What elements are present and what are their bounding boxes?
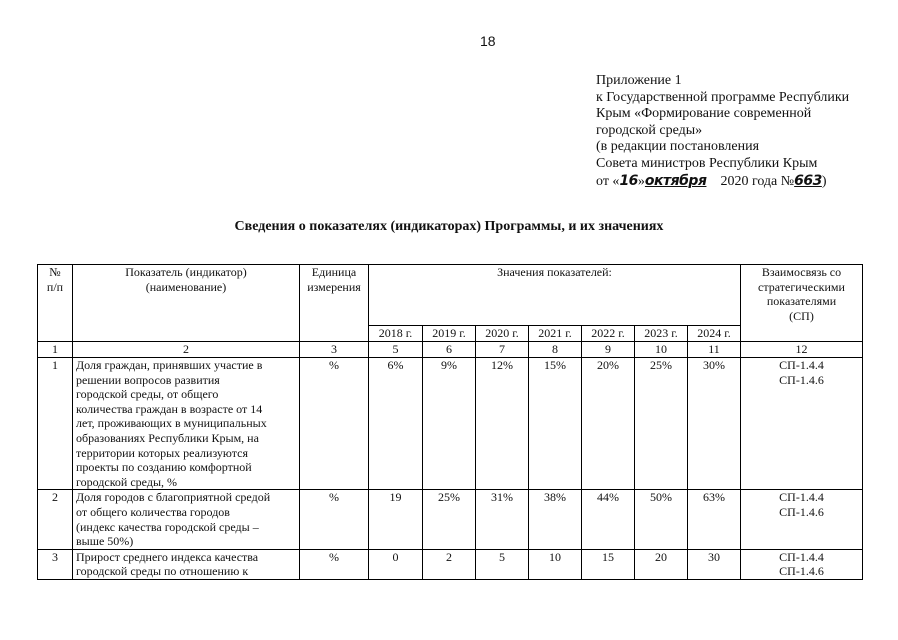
date-year: 2020 года № xyxy=(720,173,795,189)
col-number: 9 xyxy=(582,342,635,358)
col-number: 1 xyxy=(38,342,73,358)
row-value: 30 xyxy=(688,549,741,579)
row-value: 12% xyxy=(476,358,529,490)
row-links: СП-1.4.4 СП-1.4.6 xyxy=(741,549,863,579)
row-indicator: Прирост среднего индекса качества городской среды по отношению к xyxy=(73,549,300,579)
row-value: 20 xyxy=(635,549,688,579)
appendix-line: к Государственной программе Республики xyxy=(596,89,850,105)
year-header: 2020 г. xyxy=(476,326,529,342)
row-value: 6% xyxy=(369,358,423,490)
page-number: 18 xyxy=(480,33,496,49)
col-number: 11 xyxy=(688,342,741,358)
year-header: 2021 г. xyxy=(529,326,582,342)
year-header: 2022 г. xyxy=(582,326,635,342)
row-value: 25% xyxy=(423,490,476,549)
row-value: 25% xyxy=(635,358,688,490)
header-values: Значения показателей: xyxy=(369,265,741,326)
appendix-line: Крым «Формирование современной xyxy=(596,106,812,122)
row-value: 10 xyxy=(529,549,582,579)
year-header: 2023 г. xyxy=(635,326,688,342)
appendix-block xyxy=(596,73,849,189)
col-number: 5 xyxy=(369,342,423,358)
handwritten-month: октября xyxy=(644,172,707,189)
col-number: 7 xyxy=(476,342,529,358)
table-row xyxy=(38,549,863,579)
row-value: 50% xyxy=(635,490,688,549)
row-num: 1 xyxy=(38,358,73,490)
row-value: 30% xyxy=(688,358,741,490)
row-value: 15% xyxy=(529,358,582,490)
row-value: 20% xyxy=(582,358,635,490)
table-row xyxy=(38,358,863,490)
row-value: 2 xyxy=(423,549,476,579)
row-value: 15 xyxy=(582,549,635,579)
col-number: 6 xyxy=(423,342,476,358)
row-value: 31% xyxy=(476,490,529,549)
date-prefix: от « xyxy=(596,173,620,189)
header-indicator: Показатель (индикатор) (наименование) xyxy=(73,265,300,342)
header-num: № п/п xyxy=(38,265,73,342)
row-links: СП-1.4.4 СП-1.4.6 xyxy=(741,358,863,490)
appendix-date-line xyxy=(596,173,849,190)
row-value: 63% xyxy=(688,490,741,549)
document-title: Сведения о показателях (индикаторах) Программы, и их значениях xyxy=(234,219,664,234)
row-num: 2 xyxy=(38,490,73,549)
col-number: 3 xyxy=(300,342,369,358)
row-indicator: Доля городов с благоприятной средой от общего количества городов (индекс качества городской среды – выше 50%) xyxy=(73,490,300,549)
date-tail: ) xyxy=(821,173,827,189)
table-row xyxy=(38,490,863,549)
row-value: 5 xyxy=(476,549,529,579)
col-number: 12 xyxy=(741,342,863,358)
row-links: СП-1.4.4 СП-1.4.6 xyxy=(741,490,863,549)
row-unit: % xyxy=(300,490,369,549)
row-value: 44% xyxy=(582,490,635,549)
handwritten-number: 663 xyxy=(794,172,822,189)
appendix-line: Приложение 1 xyxy=(596,73,682,88)
row-indicator: Доля граждан, принявших участие в решении вопросов развития городской среды, от общего количества граждан в возрасте от 14 лет, проживающих в муниципальных образованиях Республики Крым, на территории которых реализуются проекты по созданию комфортной городской среды, % xyxy=(73,358,300,490)
col-number: 8 xyxy=(529,342,582,358)
header-link: Взаимосвязь со стратегическими показателями (СП) xyxy=(741,265,863,342)
row-unit: % xyxy=(300,358,369,490)
row-value: 9% xyxy=(423,358,476,490)
appendix-line: Совета министров Республики Крым xyxy=(596,155,818,171)
row-value: 0 xyxy=(369,549,423,579)
year-header: 2019 г. xyxy=(423,326,476,342)
row-value: 19 xyxy=(369,490,423,549)
header-unit: Единица измерения xyxy=(300,265,369,342)
year-header: 2024 г. xyxy=(688,326,741,342)
appendix-line: (в редакции постановления xyxy=(596,139,760,155)
handwritten-day: 16 xyxy=(619,172,638,189)
date-quote-close: » xyxy=(637,173,645,189)
year-header: 2018 г. xyxy=(369,326,423,342)
appendix-line: городской среды» xyxy=(596,122,703,138)
col-number: 10 xyxy=(635,342,688,358)
row-num: 3 xyxy=(38,549,73,579)
indicators-table xyxy=(37,264,863,580)
row-value: 38% xyxy=(529,490,582,549)
col-number: 2 xyxy=(73,342,300,358)
row-unit: % xyxy=(300,549,369,579)
